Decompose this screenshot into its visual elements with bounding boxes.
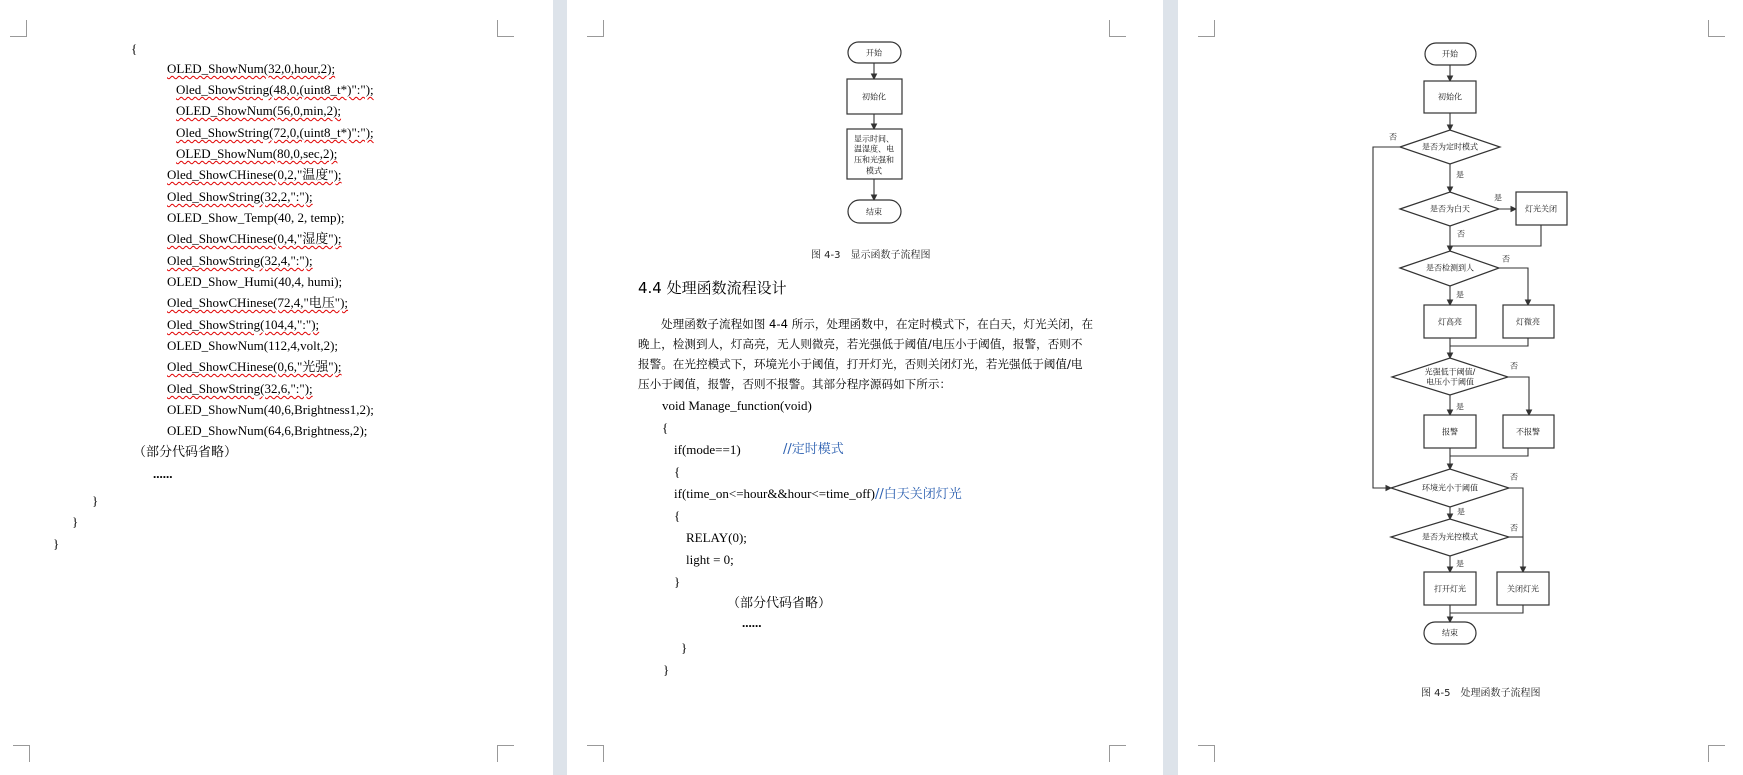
flow-decision-label: 是否为定时模式 — [1422, 142, 1478, 152]
flow-box-label: 灯高亮 — [1438, 317, 1462, 327]
code-text: if(time_on<=hour&&hour<=time_off) — [674, 486, 875, 501]
code-line — [674, 486, 962, 503]
flow-box-label: 关闭灯光 — [1507, 584, 1539, 594]
flow-connector — [1450, 448, 1528, 456]
flow-yes-label: 是 — [1456, 559, 1464, 569]
code-line: OLED_ShowNum(56,0,min,2); — [176, 103, 342, 118]
paragraph-line: 晚上，检测到人，灯高亮，无人则微亮，若光强低于阈值/电压小于阈值，报警，否则不 — [638, 337, 1083, 351]
code-line: OLED_ShowNum(112,4,volt,2); — [167, 338, 339, 353]
code-line: void Manage_function(void) — [662, 398, 812, 413]
code-line: Oled_ShowCHinese(72,4,"电压"); — [167, 295, 349, 310]
flow-display-label: 温湿度、电 — [854, 144, 894, 154]
code-line: Oled_ShowCHinese(0,6,"光强"); — [167, 359, 342, 374]
code-comment-text: //定时模式 — [783, 442, 844, 457]
flow-box-label: 报警 — [1442, 427, 1458, 437]
flow-no-label: 否 — [1510, 361, 1518, 371]
flowchart-process-function — [1373, 43, 1567, 644]
code-brace: { — [674, 508, 681, 523]
code-ellipsis: ...... — [742, 615, 762, 630]
flow-decision-label: 是否为白天 — [1430, 204, 1470, 214]
flow-end-label: 结束 — [1442, 628, 1458, 638]
flowchart-display-function — [847, 42, 902, 223]
paragraph-line: 报警。在光控模式下，环境光小于阈值，打开灯光，否则关闭灯光，若光强低于阈值/电 — [638, 357, 1083, 371]
flow-decision-label: 是否为光控模式 — [1422, 532, 1478, 542]
flow-no-label: 否 — [1510, 523, 1518, 533]
code-brace: } — [92, 493, 99, 508]
code-brace: } — [681, 640, 688, 655]
flow-arrow — [1508, 377, 1529, 415]
code-line: Oled_ShowString(32,6,":"); — [167, 381, 313, 396]
flow-display-label: 显示时间、 — [854, 134, 894, 144]
figure-caption: 图 4-5 处理函数子流程图 — [1421, 688, 1541, 699]
code-omitted-note: （部分代码省略） — [727, 596, 832, 611]
flow-arrow — [1373, 147, 1400, 488]
flow-connector — [1450, 338, 1528, 346]
flow-decision-label: 是否检测到人 — [1426, 263, 1474, 273]
code-brace: } — [663, 662, 670, 677]
flow-start-label: 开始 — [1442, 49, 1458, 59]
flow-no-label: 否 — [1502, 254, 1510, 264]
code-brace: } — [53, 536, 60, 551]
code-line: Oled_ShowCHinese(0,4,"湿度"); — [167, 231, 342, 246]
paragraph-line: 压小于阈值，报警，否则不报警。其部分程序源码如下所示： — [638, 377, 952, 391]
code-line: RELAY(0); — [686, 530, 747, 545]
flow-init-label: 初始化 — [1438, 92, 1462, 102]
code-line: if(mode==1) — [674, 442, 741, 457]
flow-decision-label: 环境光小于阈值 — [1422, 483, 1478, 493]
flow-no-label: 否 — [1457, 229, 1465, 239]
code-line: Oled_ShowString(32,2,":"); — [167, 189, 313, 204]
code-line: OLED_ShowNum(40,6,Brightness1,2); — [167, 402, 374, 417]
flow-decision-label: 光强低于阈值/ — [1424, 367, 1476, 377]
code-line: OLED_ShowNum(64,6,Brightness,2); — [167, 423, 368, 438]
flow-yes-label: 是 — [1456, 290, 1464, 300]
flow-yes-label: 是 — [1494, 193, 1502, 203]
flow-arrow — [1499, 268, 1528, 305]
flow-box-label: 不报警 — [1516, 427, 1540, 437]
code-line: light = 0; — [686, 552, 734, 567]
flow-init-label: 初始化 — [862, 92, 886, 102]
code-line: Oled_ShowCHinese(0,2,"温度"); — [167, 167, 342, 182]
flow-decision-threshold — [1392, 358, 1508, 395]
flow-box-label: 灯微亮 — [1516, 317, 1540, 327]
code-brace: } — [72, 514, 79, 529]
figure-caption: 图 4-3 显示函数子流程图 — [811, 250, 931, 261]
code-line: OLED_ShowNum(80,0,sec,2); — [176, 146, 338, 161]
code-line: Oled_ShowString(72,0,(uint8_t*)":"); — [176, 125, 374, 140]
flow-display-label: 压和光强和 — [854, 155, 894, 165]
flow-end-label: 结束 — [866, 207, 882, 217]
code-line: OLED_Show_Humi(40,4, humi); — [167, 274, 343, 289]
flow-connector — [1450, 605, 1523, 613]
section-heading: 4.4 处理函数流程设计 — [638, 279, 787, 297]
flow-yes-label: 是 — [1457, 507, 1465, 517]
code-brace: } — [674, 574, 681, 589]
flow-no-label: 否 — [1510, 472, 1518, 482]
code-line: OLED_ShowNum(32,0,hour,2); — [167, 61, 336, 76]
flow-box-label: 打开灯光 — [1434, 584, 1466, 594]
code-ellipsis: ...... — [153, 466, 173, 481]
flow-yes-label: 是 — [1456, 170, 1464, 180]
code-line: Oled_ShowString(48,0,(uint8_t*)":"); — [176, 82, 374, 97]
flow-box-label: 灯光关闭 — [1525, 204, 1557, 214]
flow-no-label: 否 — [1389, 132, 1397, 142]
code-brace: { — [131, 41, 138, 56]
code-omitted-note: （部分代码省略） — [133, 445, 238, 460]
flow-display-label: 模式 — [866, 166, 882, 176]
code-line: OLED_Show_Temp(40, 2, temp); — [167, 210, 345, 225]
paragraph-line: 处理函数子流程如图 4-4 所示，处理函数中，在定时模式下，在白天，灯光关闭，在 — [661, 317, 1094, 331]
flow-yes-label: 是 — [1456, 402, 1464, 412]
code-comment-text: //白天关闭灯光 — [874, 487, 962, 502]
code-comment — [783, 442, 844, 458]
code-brace: { — [662, 420, 669, 435]
code-line: Oled_ShowString(104,4,":"); — [167, 317, 320, 332]
code-brace: { — [674, 464, 681, 479]
code-line: Oled_ShowString(32,4,":"); — [167, 253, 313, 268]
flow-decision-label: 电压小于阈值 — [1426, 377, 1474, 387]
flow-start-label: 开始 — [866, 48, 882, 58]
